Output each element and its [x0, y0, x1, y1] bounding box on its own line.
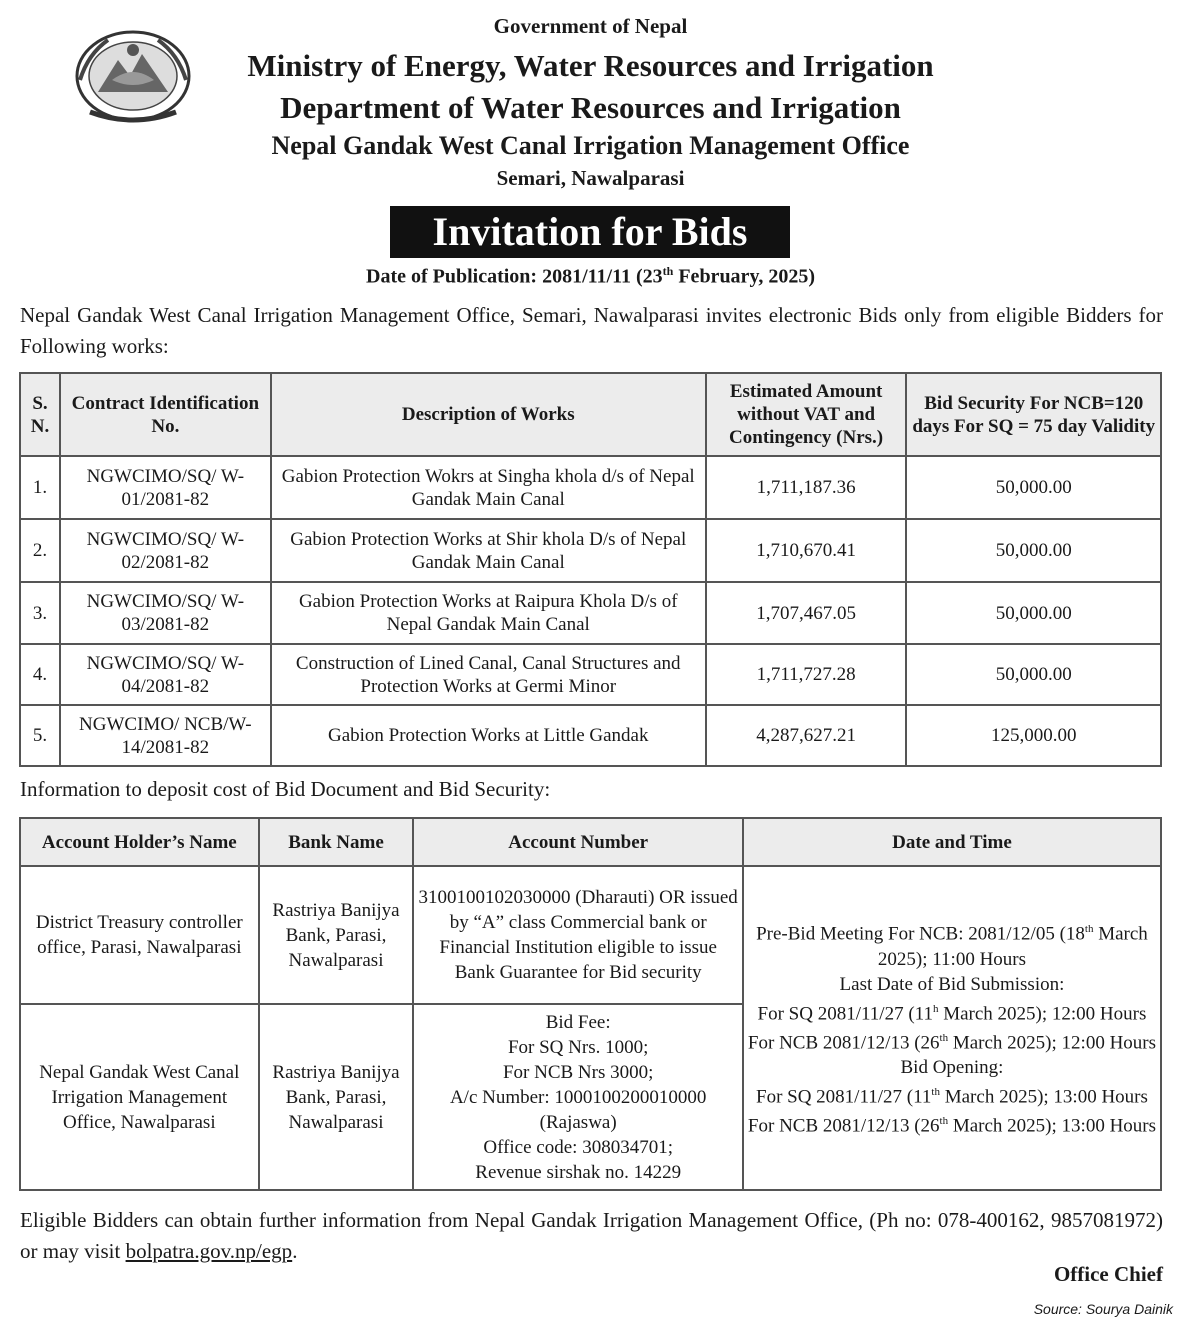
office-title: Nepal Gandak West Canal Irrigation Management Office: [271, 131, 910, 160]
row-holder: District Treasury controller office, Parasi, Nawalparasi: [20, 866, 259, 1004]
row-bank: Rastriya Banijya Bank, Parasi, Nawalparasi: [259, 1004, 414, 1190]
row-account: Bid Fee: For SQ Nrs. 1000; For NCB Nrs 3000; A/c Number: 1000100200010000 (Rajaswa) Office code: 308034701; Revenue sirshak no. 14229: [413, 1004, 742, 1190]
row-description: Construction of Lined Canal, Canal Structures and Protection Works at Germi Minor: [271, 644, 706, 705]
row-amount: 4,287,627.21: [706, 705, 907, 766]
header-bid-security: Bid Security For NCB=120 days For SQ = 75 day Validity: [906, 373, 1161, 456]
row-amount: 1,707,467.05: [706, 582, 907, 644]
row-security: 50,000.00: [906, 456, 1161, 519]
row-account: 3100100102030000 (Dharauti) OR issued by “A” class Commercial bank or Financial Institution eligible to issue Bank Guarantee for Bid security: [413, 866, 742, 1004]
table-row: [20, 866, 1161, 1004]
row-contract-id: NGWCIMO/SQ/ W-04/2081-82: [60, 644, 271, 705]
row-security: 50,000.00: [906, 519, 1161, 582]
account-table: [19, 817, 1162, 1191]
account-table-header: [20, 818, 1161, 866]
row-description: Gabion Protection Works at Shir khola D/s of Nepal Gandak Main Canal: [271, 519, 706, 582]
row-amount: 1,711,727.28: [706, 644, 907, 705]
publication-date: Date of Publication: 2081/11/11 (23th February, 2025): [366, 264, 815, 288]
row-contract-id: NGWCIMO/SQ/ W-03/2081-82: [60, 582, 271, 644]
department-title: Department of Water Resources and Irrigation: [280, 90, 901, 125]
table-row: [20, 705, 1161, 766]
row-description: Gabion Protection Works at Little Gandak: [271, 705, 706, 766]
bolpatra-link[interactable]: bolpatra.gov.np/egp: [125, 1239, 293, 1263]
row-description: Gabion Protection Wokrs at Singha khola d/s of Nepal Gandak Main Canal: [271, 456, 706, 519]
invitation-title: Invitation for Bids: [390, 206, 790, 258]
works-table-header: [20, 373, 1161, 456]
table-row: [20, 456, 1161, 519]
row-contract-id: NGWCIMO/ NCB/W-14/2081-82: [60, 705, 271, 766]
table-row: [20, 644, 1161, 705]
footer-paragraph: Eligible Bidders can obtain further information from Nepal Gandak Irrigation Management Office, (Ph no: 078-400162, 9857081972) or may visit bolpatra.gov.np/egp.: [20, 1208, 1163, 1263]
intro-paragraph: Nepal Gandak West Canal Irrigation Management Office, Semari, Nawalparasi invites electronic Bids only from eligible Bidders for Following works:: [20, 303, 1163, 358]
deposit-info-label: Information to deposit cost of Bid Document and Bid Security:: [20, 777, 551, 801]
row-contract-id: NGWCIMO/SQ/ W-01/2081-82: [60, 456, 271, 519]
row-security: 50,000.00: [906, 644, 1161, 705]
header-holder: Account Holder’s Name: [20, 818, 259, 866]
source-credit: Source: Sourya Dainik: [1033, 1301, 1173, 1317]
row-holder: Nepal Gandak West Canal Irrigation Management Office, Nawalparasi: [20, 1004, 259, 1190]
table-row: [20, 519, 1161, 582]
row-bank: Rastriya Banijya Bank, Parasi, Nawalparasi: [259, 866, 414, 1004]
row-security: 125,000.00: [906, 705, 1161, 766]
row-contract-id: NGWCIMO/SQ/ W-02/2081-82: [60, 519, 271, 582]
header-description: Description of Works: [271, 373, 706, 456]
row-sn: 2.: [20, 519, 60, 582]
row-amount: 1,710,670.41: [706, 519, 907, 582]
header-estimated-amount: Estimated Amount without VAT and Contingency (Nrs.): [706, 373, 907, 456]
row-sn: 4.: [20, 644, 60, 705]
nepal-emblem-icon: [68, 24, 198, 128]
header-bank: Bank Name: [259, 818, 414, 866]
works-table: [19, 372, 1162, 767]
header-sn: S. N.: [20, 373, 60, 456]
row-sn: 5.: [20, 705, 60, 766]
header-contract-id: Contract Identification No.: [60, 373, 271, 456]
row-sn: 3.: [20, 582, 60, 644]
ministry-title: Ministry of Energy, Water Resources and Irrigation: [247, 48, 934, 83]
government-label: Government of Nepal: [493, 14, 688, 38]
table-row: [20, 582, 1161, 644]
row-description: Gabion Protection Works at Raipura Khola D/s of Nepal Gandak Main Canal: [271, 582, 706, 644]
row-security: 50,000.00: [906, 582, 1161, 644]
row-datetime: Pre-Bid Meeting For NCB: 2081/12/05 (18th March 2025); 11:00 Hours Last Date of Bid Submission: For SQ 2081/11/27 (11$^h$ March 2025); 12:00 Hours For NCB 2081/12/13 (26th March 2025); 12:00 Hours Bid Opening: For SQ 2081/11/27 (11th March 2025); 13:00 Hours For NCB 2081/12/13 (26th March 2025); 13:00 Hours: [743, 866, 1161, 1190]
header-datetime: Date and Time: [743, 818, 1161, 866]
signoff: Office Chief: [1053, 1262, 1163, 1286]
header-account: Account Number: [413, 818, 742, 866]
row-sn: 1.: [20, 456, 60, 519]
office-location: Semari, Nawalparasi: [496, 166, 685, 190]
row-amount: 1,711,187.36: [706, 456, 907, 519]
